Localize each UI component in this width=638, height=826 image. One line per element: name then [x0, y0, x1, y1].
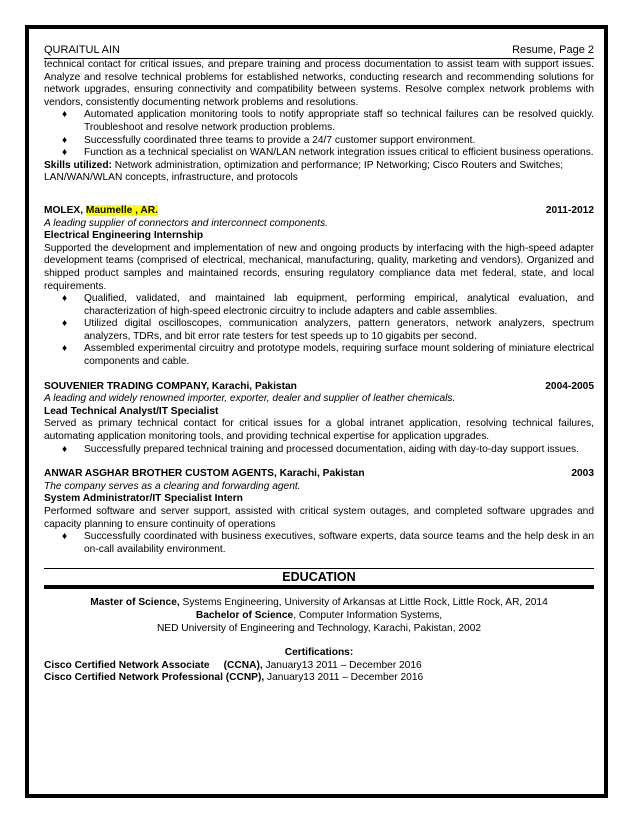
job-company: ANWAR ASGHAR BROTHER CUSTOM AGENTS, Karachi, Pakistan [44, 468, 365, 480]
job-title: Lead Technical Analyst/IT Specialist [44, 405, 219, 417]
list-item: ♦ Successfully coordinated with business executives, software experts, data source teams and the help desk in an on-call availability environment. [44, 531, 594, 556]
job-title: Electrical Engineering Internship [44, 230, 204, 242]
cert-line [44, 660, 594, 673]
ms-degree-line [44, 597, 594, 610]
job-heading [44, 381, 594, 394]
ms-details: Systems Engineering, University of Arkansas at Little Rock, Little Rock, AR, 2014 [179, 597, 548, 609]
education-heading: EDUCATION [44, 568, 594, 589]
intro-paragraph: technical contact for critical issues, and prepare training and process documentation to assist team with support issues. Analyze and resolve technical problems for established networks, conducting research and recommending solutions for network upgrades, ensuring connectivity and compatibility between systems. Resolve complex network problems with vendors, consistently documenting network problems and resolutions. [44, 59, 594, 108]
bs-degree-line [44, 610, 594, 623]
job-tagline: The company serves as a clearing and forwarding agent. [44, 480, 301, 492]
bs-degree: Bachelor of Science [195, 609, 294, 621]
list-item: ♦ Qualified, validated, and maintained lab equipment, performing empirical, analytical evaluation, and characterization of high-speed electronic circuitry to include adapters and cable assemblies. [44, 293, 594, 318]
job-years: 2004-2005 [545, 380, 594, 392]
job-location-highlight: Maumelle , AR. [85, 204, 158, 216]
cert-dates: January13 2011 – December 2016 [262, 659, 422, 671]
skills-text: Network administration, optimization and performance; IP Networking; Cisco Routers and Switches; LAN/WAN/WLAN concepts, infrastructure, and protocols [44, 159, 564, 184]
list-item: ♦ Utilized digital oscilloscopes, communication analyzers, pattern generators, network analyzers, spectrum analyzers, TDRs, and bit error rate testers for test speeds up to 10 gigabits per second. [44, 318, 594, 343]
list-item: ♦ Successfully prepared technical training and processed documentation, aiding with day-to-day support issues. [44, 444, 594, 457]
job-summary: Served as primary technical contact for critical issues for a global intranet application, resolving technical failures, automating application monitoring tools, and providing technical expertise for application upgrades. [44, 418, 594, 443]
skills-line [44, 160, 594, 185]
skills-label: Skills utilized: [44, 159, 112, 171]
bs-details: , Computer Information Systems, [293, 609, 443, 621]
header-name: QURAITUL AIN [44, 44, 120, 56]
job-summary: Supported the development and implementation of new and ongoing products by interfacing with the high-speed adapter development teams (comprised of electrical, mechanical, manufacturing, quality, marketing and vendors). Organized and shipped product samples and maintained records, ensuring regulatory compliance data met federal, state, and local requirements. [44, 242, 594, 292]
page-header [44, 44, 594, 59]
cert-dates: January13 2011 – December 2016 [264, 672, 424, 684]
list-item: ♦ Automated application monitoring tools to notify appropriate staff so technical failures can be resolved quickly. Troubleshoot and resolve network production problems. [44, 109, 594, 134]
cert-name: Cisco Certified Network Professional (CCNP), [44, 672, 265, 684]
job-tagline: A leading and widely renowned importer, exporter, dealer and supplier of leather chemicals. [44, 393, 456, 405]
job-bullets [44, 531, 594, 556]
list-item: ♦ Assembled experimental circuitry and prototype models, requiring surface mount soldering of miniature electrical components and cable. [44, 343, 594, 368]
job-company: SOUVENIER TRADING COMPANY, Karachi, Pakistan [44, 380, 297, 392]
job-bullets [44, 293, 594, 369]
job-years: 2011-2012 [545, 204, 594, 216]
resume-page [44, 44, 594, 685]
job-summary: Performed software and server support, assisted with critical system outages, and completed software upgrades and capacity planning to ensure continuity of operations [44, 506, 594, 530]
certifications-heading: Certifications: [284, 647, 354, 659]
cert-name: Cisco Certified Network Associate (CCNA), [44, 659, 263, 671]
cert-line [44, 672, 594, 685]
header-page-label: Resume, Page 2 [512, 44, 594, 56]
bs-school: NED University of Engineering and Technology, Karachi, Pakistan, 2002 [156, 622, 482, 634]
intro-bullets [44, 109, 594, 159]
list-item: ♦ Successfully coordinated three teams to provide a 24/7 customer support environment. [44, 135, 594, 148]
job-heading [44, 468, 594, 481]
job-bullets [44, 444, 594, 457]
job-company: MOLEX, [44, 204, 86, 216]
job-years: 2003 [571, 468, 594, 480]
job-title: System Administrator/IT Specialist Intern [44, 493, 243, 505]
list-item: ♦ Function as a technical specialist on WAN/LAN network integration issues critical to efficient business operations. [44, 147, 594, 160]
ms-degree: Master of Science, [90, 597, 180, 609]
job-heading [44, 205, 594, 218]
job-tagline: A leading supplier of connectors and interconnect components. [44, 217, 328, 229]
